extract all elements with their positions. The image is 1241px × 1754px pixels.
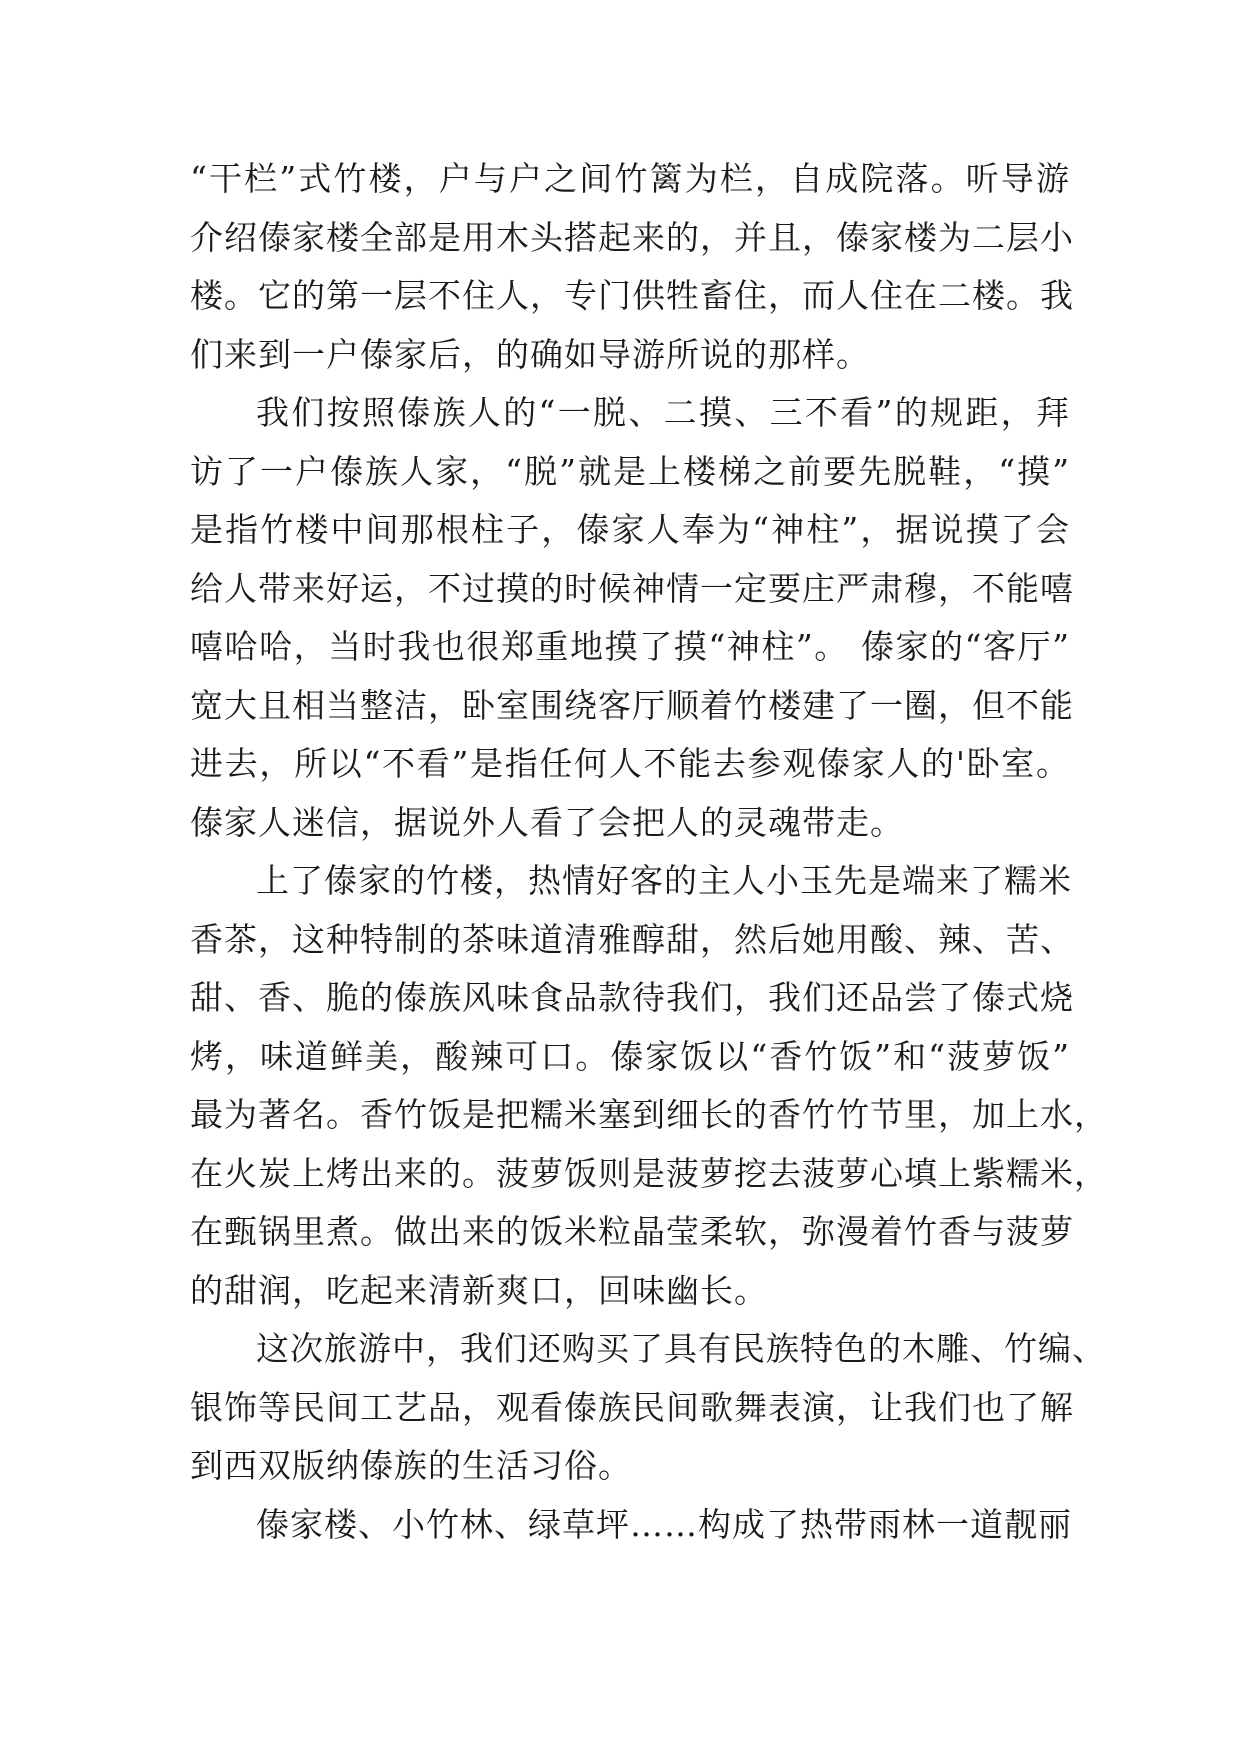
text-line: 甜、香、脆的傣族风味食品款待我们，我们还品尝了傣式烧 [190,978,1074,1017]
text-line: 到西双版纳傣族的生活习俗。 [190,1446,632,1485]
text-line: 的甜润，吃起来清新爽口，回味幽长。 [190,1270,768,1310]
text-line: 给人带来好运，不过摸的时候神情一定要庄严肃穆，不能嘻 [190,568,1074,608]
body-text [190,150,1108,1554]
text-line: 进去，所以“不看”是指任何人不能去参观傣家人的'卧室。 [190,744,1070,783]
paragraph-start-line: 上了傣家的竹楼，热情好客的主人小玉先是端来了糯米 [256,861,1072,900]
text-line: 在火炭上烤出来的。菠萝饭则是菠萝挖去菠萝心填上紫糯米， [190,1153,1108,1193]
text-line: 最为著名。香竹饭是把糯米塞到细长的香竹竹节里，加上水， [190,1095,1108,1134]
text-line: 银饰等民间工艺品，观看傣族民间歌舞表演，让我们也了解 [190,1387,1074,1427]
paragraph-start-line: 这次旅游中，我们还购买了具有民族特色的木雕、竹编、 [256,1329,1106,1368]
paragraph-start-line: 我们按照傣族人的“一脱、二摸、三不看”的规距，拜 [256,393,1070,432]
text-line: “干栏”式竹楼，户与户之间竹篱为栏，自成院落。听导游 [190,159,1070,198]
text-line: 楼。它的第一层不住人，专门供牲畜住，而人住在二楼。我 [190,276,1074,315]
text-line: 们来到一户傣家后，的确如导游所说的那样。 [190,334,870,374]
text-line: 访了一户傣族人家，“脱”就是上楼梯之前要先脱鞋，“摸” [190,451,1070,491]
text-line: 宽大且相当整洁，卧室围绕客厅顺着竹楼建了一圈，但不能 [190,685,1074,725]
text-line: 傣家人迷信，据说外人看了会把人的灵魂带走。 [190,802,904,842]
text-line: 在甄锅里煮。做出来的饭米粒晶莹柔软，弥漫着竹香与菠萝 [190,1212,1074,1251]
text-line: 香茶，这种特制的茶味道清雅醇甜，然后她用酸、辣、苦、 [190,919,1074,959]
paragraph-start-line: 傣家楼、小竹林、绿草坪……构成了热带雨林一道靓丽 [256,1504,1072,1544]
text-line: 是指竹楼中间那根柱子，傣家人奉为“神柱”，据说摸了会 [190,510,1070,549]
text-line: 嘻哈哈，当时我也很郑重地摸了摸“神柱”。 傣家的“客厅” [190,627,1070,666]
text-line: 烤，味道鲜美，酸辣可口。傣家饭以“香竹饭”和“菠萝饭” [190,1036,1070,1076]
text-line: 介绍傣家楼全部是用木头搭起来的，并且，傣家楼为二层小 [190,217,1074,257]
